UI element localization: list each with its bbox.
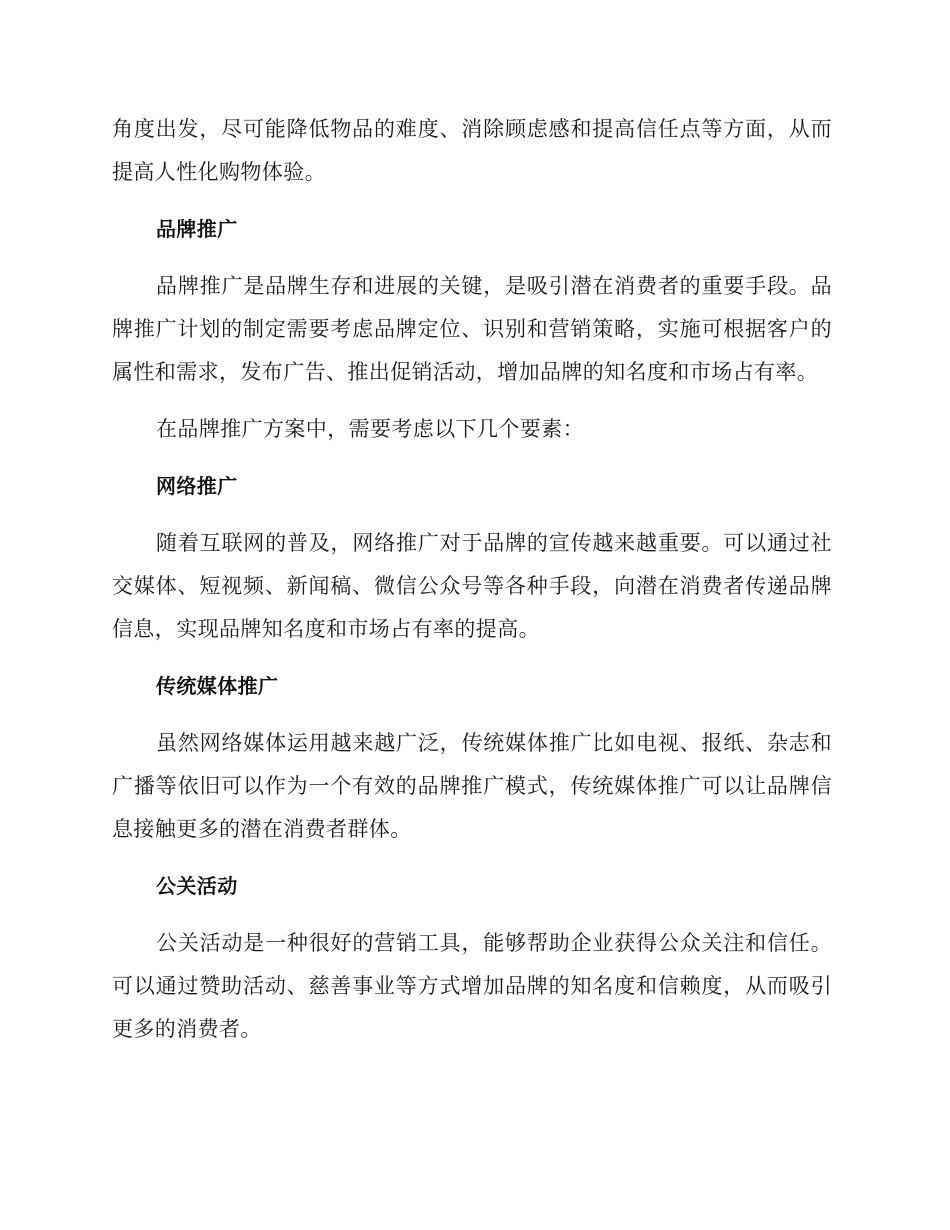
paragraph-continuation: 角度出发，尽可能降低物品的难度、消除顾虑感和提高信任点等方面，从而提高人性化购物体验。 — [112, 117, 832, 184]
paragraph-elements-intro: 在品牌推广方案中，需要考虑以下几个要素： — [156, 417, 584, 441]
section-heading-public-relations: 公关活动 — [156, 874, 238, 898]
document-page — [112, 108, 832, 1051]
paragraph-online-promotion: 随着互联网的普及，网络推广对于品牌的宣传越来越重要。可以通过社交媒体、短视频、新闻稿、微信公众号等各种手段，向潜在消费者传递品牌信息，实现品牌知名度和市场占有率的提高。 — [112, 531, 832, 641]
section-heading-online-promotion: 网络推广 — [156, 474, 238, 498]
paragraph-public-relations: 公关活动是一种很好的营销工具，能够帮助企业获得公众关注和信任。可以通过赞助活动、慈善事业等方式增加品牌的知名度和信赖度，从而吸引更多的消费者。 — [112, 931, 832, 1041]
section-heading-traditional-media: 传统媒体推广 — [156, 674, 279, 698]
paragraph-traditional-media: 虽然网络媒体运用越来越广泛，传统媒体推广比如电视、报纸、杂志和广播等依旧可以作为一个有效的品牌推广模式，传统媒体推广可以让品牌信息接触更多的潜在消费者群体。 — [112, 731, 832, 841]
section-heading-brand-promotion: 品牌推广 — [156, 217, 238, 241]
paragraph-brand-promotion: 品牌推广是品牌生存和进展的关键，是吸引潜在消费者的重要手段。品牌推广计划的制定需要考虑品牌定位、识别和营销策略，实施可根据客户的属性和需求，发布广告、推出促销活动，增加品牌的知名度和市场占有率。 — [112, 274, 832, 384]
